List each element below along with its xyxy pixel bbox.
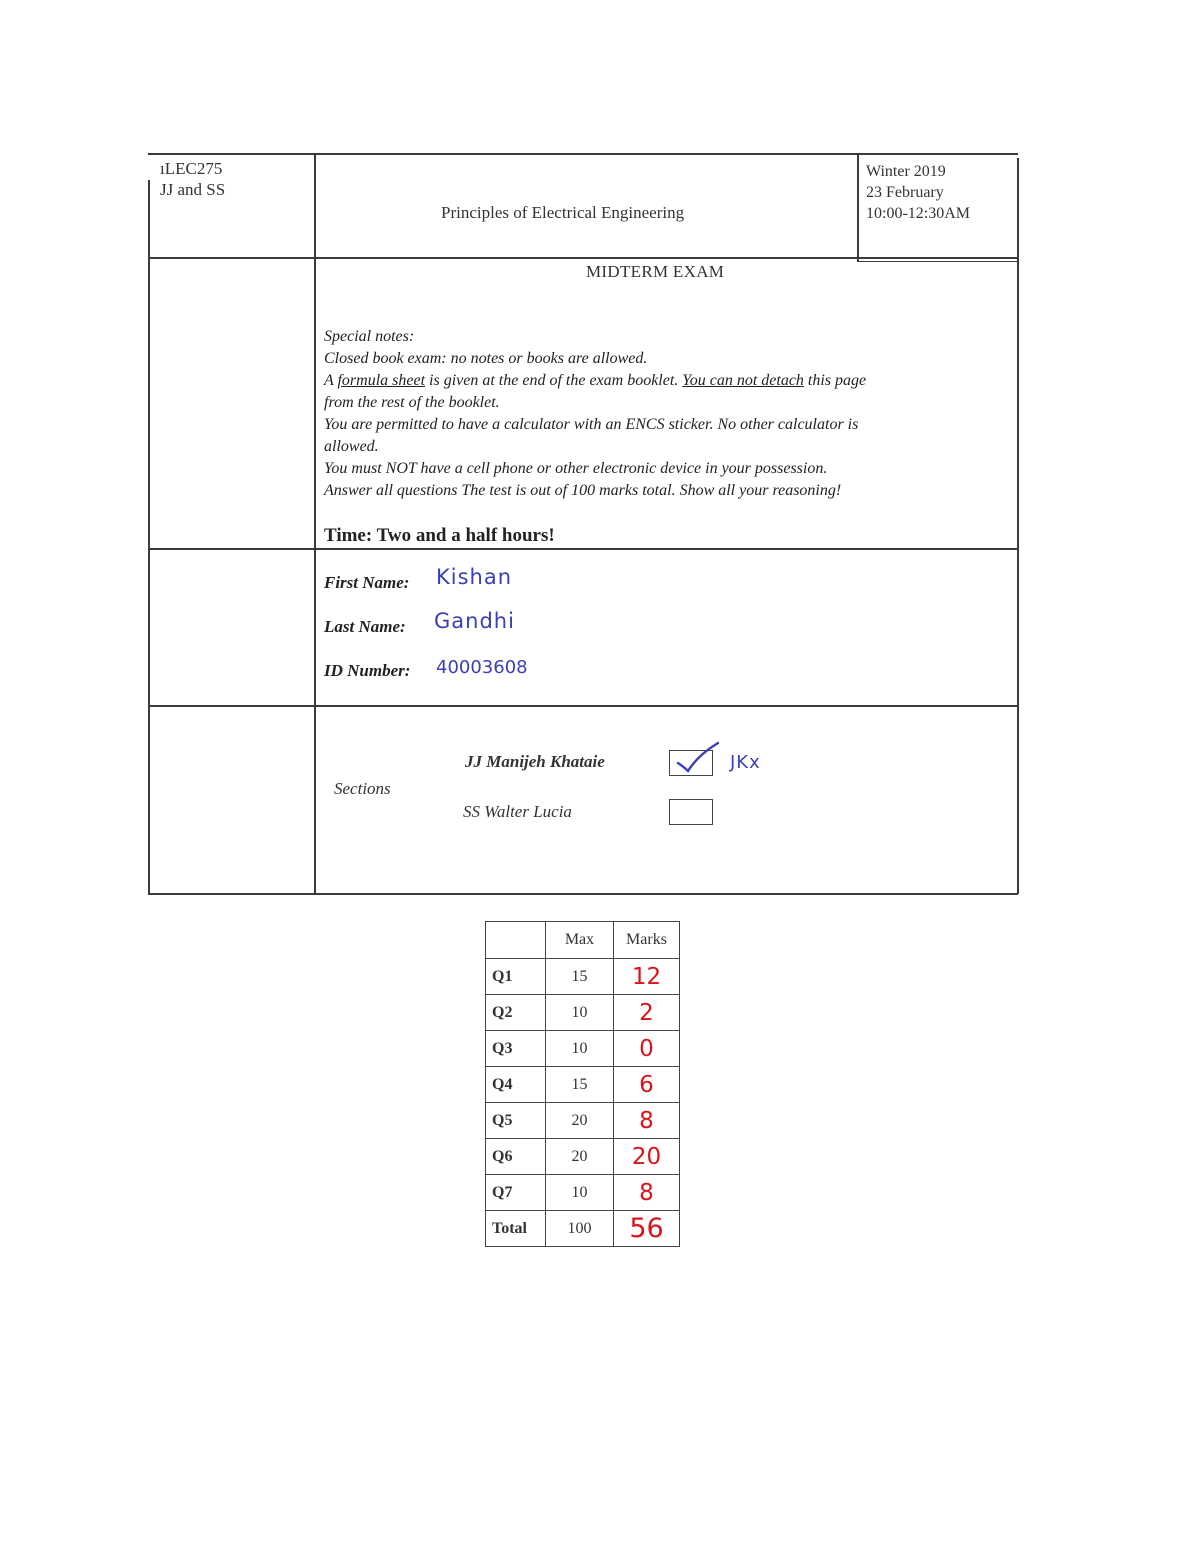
max-cell: 20 xyxy=(546,1139,614,1175)
id-number-label: ID Number: xyxy=(324,661,411,680)
max-cell: 10 xyxy=(546,995,614,1031)
table-row xyxy=(486,959,680,995)
max-cell: 10 xyxy=(546,1031,614,1067)
table-row xyxy=(486,1031,680,1067)
exam-schedule xyxy=(866,161,970,224)
total-mark-cell: 56 xyxy=(614,1211,680,1247)
notes-line-5: allowed. xyxy=(324,438,379,455)
mark-cell: 2 xyxy=(614,995,680,1031)
question-cell: Q4 xyxy=(486,1067,546,1103)
id-number-value: 40003608 xyxy=(436,657,528,678)
exam-term: Winter 2019 xyxy=(866,163,946,180)
header-cell-blank xyxy=(486,922,546,959)
frame-row-rule-1b xyxy=(857,261,1018,262)
notes-line-4: You are permitted to have a calculator with an ENCS sticker. No other calculator is xyxy=(324,416,859,433)
header-cell-max: Max xyxy=(546,922,614,959)
question-cell: Q6 xyxy=(486,1139,546,1175)
last-name-value: Gandhi xyxy=(434,609,515,633)
frame-top-rule xyxy=(148,153,1018,155)
table-row xyxy=(486,1175,680,1211)
max-cell: 20 xyxy=(546,1103,614,1139)
notes-line-2: A formula sheet is given at the end of the exam booklet. You can not detach this page xyxy=(324,372,867,389)
first-name-label: First Name: xyxy=(324,573,410,592)
frame-term-divider xyxy=(857,155,859,261)
notes-heading: Special notes: xyxy=(324,328,415,345)
section-option-jj-checkbox[interactable] xyxy=(669,750,713,776)
mark-cell: 20 xyxy=(614,1139,680,1175)
course-title: Principles of Electrical Engineering xyxy=(441,203,685,222)
marks-table-header xyxy=(486,922,680,959)
time-limit: Time: Two and a half hours! xyxy=(324,525,555,546)
question-cell: Q5 xyxy=(486,1103,546,1139)
course-sections: JJ and SS xyxy=(160,180,226,199)
checkmark-icon xyxy=(670,737,730,777)
section-option-jj-annotation: JKx xyxy=(730,752,761,773)
exam-date: 23 February xyxy=(866,184,944,201)
section-option-jj-label: JJ Manijeh Khataie xyxy=(465,752,605,771)
total-max-cell: 100 xyxy=(546,1211,614,1247)
first-name-value: Kishan xyxy=(436,565,513,589)
mark-cell: 8 xyxy=(614,1175,680,1211)
question-cell: Q3 xyxy=(486,1031,546,1067)
frame-bottom-rule xyxy=(148,893,1018,895)
marks-table xyxy=(485,921,680,1247)
max-cell: 10 xyxy=(546,1175,614,1211)
table-row xyxy=(486,995,680,1031)
question-cell: Q2 xyxy=(486,995,546,1031)
frame-column-divider xyxy=(314,153,316,894)
course-code: ıLEC275 xyxy=(160,159,223,178)
frame-left-rule xyxy=(148,180,150,894)
exam-time: 10:00-12:30AM xyxy=(866,205,970,222)
max-cell: 15 xyxy=(546,1067,614,1103)
mark-cell: 12 xyxy=(614,959,680,995)
table-row xyxy=(486,1067,680,1103)
table-row xyxy=(486,1139,680,1175)
section-option-ss-checkbox[interactable] xyxy=(669,799,713,825)
special-notes xyxy=(324,326,1014,502)
table-row-total xyxy=(486,1211,680,1247)
section-option-ss-label: SS Walter Lucia xyxy=(463,802,572,821)
frame-row-rule-2 xyxy=(148,548,1018,550)
exam-title: MIDTERM EXAM xyxy=(586,262,725,281)
max-cell: 15 xyxy=(546,959,614,995)
frame-row-rule-1 xyxy=(148,257,1018,259)
last-name-label: Last Name: xyxy=(324,617,406,636)
header-cell-marks: Marks xyxy=(614,922,680,959)
notes-line-7: Answer all questions The test is out of 100 marks total. Show all your reasoning! xyxy=(324,482,842,499)
question-cell: Q7 xyxy=(486,1175,546,1211)
formula-sheet-underlined: formula sheet xyxy=(337,372,426,389)
frame-row-rule-3 xyxy=(148,705,1018,707)
question-cell: Q1 xyxy=(486,959,546,995)
mark-cell: 6 xyxy=(614,1067,680,1103)
mark-cell: 8 xyxy=(614,1103,680,1139)
notes-line-3: from the rest of the booklet. xyxy=(324,394,500,411)
sections-label: Sections xyxy=(334,779,391,798)
frame-right-rule xyxy=(1017,158,1019,894)
notes-line-6: You must NOT have a cell phone or other electronic device in your possession. xyxy=(324,460,828,477)
no-detach-underlined: You can not detach xyxy=(682,372,804,389)
total-label-cell: Total xyxy=(486,1211,546,1247)
mark-cell: 0 xyxy=(614,1031,680,1067)
course-info xyxy=(160,158,225,200)
notes-line-1: Closed book exam: no notes or books are allowed. xyxy=(324,350,648,367)
table-row xyxy=(486,1103,680,1139)
